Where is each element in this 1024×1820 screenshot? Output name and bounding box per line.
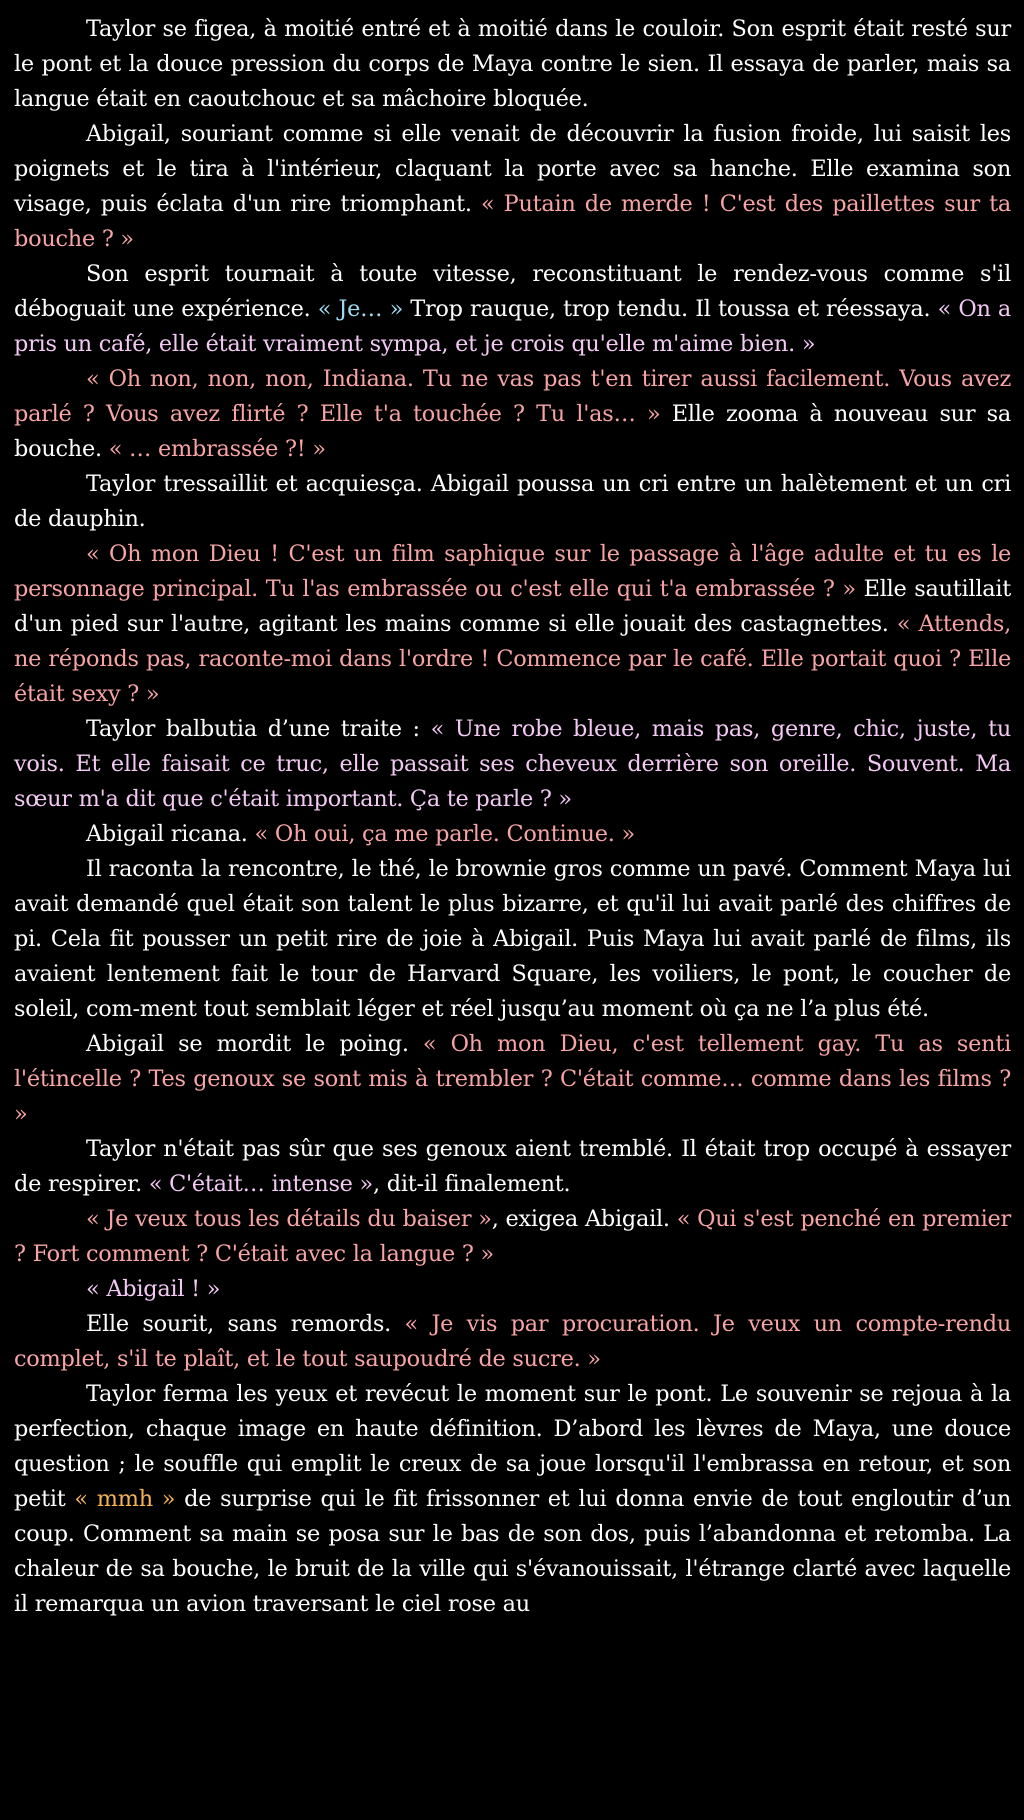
abigail-dialogue: « … embrassée ?! » [108, 436, 326, 462]
story-paragraph [14, 712, 1011, 817]
abigail-dialogue: « Je veux tous les détails du baiser » [86, 1206, 492, 1232]
taylor-dialogue: « Abigail ! » [86, 1276, 221, 1302]
taylor-hesitation: « Je… » [317, 296, 404, 322]
story-paragraph [14, 1307, 1011, 1377]
narration-text: Taylor se figea, à moitié entré et à moitié dans le couloir. Son esprit était resté sur le pont et la douce pression du corps de Maya contre le sien. Il essaya de parler, mais sa langue était en caoutchouc et sa mâchoire bloquée. [14, 16, 1011, 112]
narration-text: Elle zooma à nouveau sur sa bouche. [14, 401, 1011, 462]
story-paragraph [14, 1272, 1011, 1307]
story-paragraph [14, 117, 1011, 257]
narration-text: Abigail, souriant comme si elle venait de découvrir la fusion froide, lui saisit les poignets et le tira à l'intérieur, claquant la porte avec sa hanche. Elle examina son visage, puis éclata d'un rire triomphant. [14, 121, 1011, 217]
narration-text: Son esprit tournait à toute vitesse, reconstituant le rendez-vous comme s'il déboguait une expérience. [14, 261, 1011, 322]
narration-text: Abigail ricana. [86, 821, 255, 847]
abigail-dialogue: « Oh oui, ça me parle. Continue. » [254, 821, 635, 847]
sound-effect: « mmh » [74, 1486, 176, 1512]
narration-text: Taylor tressaillit et acquiesça. Abigail poussa un cri entre un halètement et un cri de dauphin. [14, 471, 1011, 532]
abigail-dialogue: « Je vis par procuration. Je veux un compte-rendu complet, s'il te plaît, et le tout saupoudré de sucre. » [14, 1311, 1011, 1372]
abigail-dialogue: « Attends, ne réponds pas, raconte-moi dans l'ordre ! Commence par le café. Elle portait quoi ? Elle était sexy ? » [14, 611, 1011, 707]
narration-text: , dit-il finalement. [373, 1171, 571, 1197]
narration-text: Taylor ferma les yeux et revécut le moment sur le pont. Le souvenir se rejoua à la perfection, chaque image en haute définition. D’abord les lèvres de Maya, une douce question ; le souffle qui emplit le creux de sa joue lorsqu'il l'embrassa en retour, et son petit [14, 1381, 1011, 1512]
story-paragraph [14, 12, 1011, 117]
abigail-dialogue: « Qui s'est penché en premier ? Fort comment ? C'était avec la langue ? » [14, 1206, 1011, 1267]
abigail-dialogue: « Oh mon Dieu ! C'est un film saphique sur le passage à l'âge adulte et tu es le personnage principal. Tu l'as embrassée ou c'est elle qui t'a embrassée ? » [14, 541, 1011, 602]
taylor-dialogue: « On a pris un café, elle était vraiment sympa, et je crois qu'elle m'aime bien. » [14, 296, 1012, 357]
abigail-dialogue: « Putain de merde ! C'est des paillettes sur ta bouche ? » [14, 191, 1011, 252]
narration-text: Elle sautillait d'un pied sur l'autre, agitant les mains comme si elle jouait des castagnettes. [14, 576, 1011, 637]
story-paragraph [14, 1132, 1011, 1202]
story-paragraph [14, 257, 1011, 362]
taylor-dialogue: « C'était… intense » [148, 1171, 374, 1197]
narration-text: Il raconta la rencontre, le thé, le brownie gros comme un pavé. Comment Maya lui avait demandé quel était son talent le plus bizarre, et qu'il lui avait parlé des chiffres de pi. Cela fit pousser un petit rire de joie à Abigail. Puis Maya lui avait parlé de films, ils avaient lentement fait le tour de Harvard Square, les voiliers, le pont, le coucher de soleil, com-ment tout semblait léger et réel jusqu’au moment où ça ne l’a plus été. [14, 856, 1011, 1022]
story-paragraph [14, 817, 1011, 852]
narration-text: , exigea Abigail. [491, 1206, 677, 1232]
abigail-dialogue: « Oh non, non, non, Indiana. Tu ne vas pas t'en tirer aussi facilement. Vous avez parlé ? Vous avez flirté ? Elle t'a touchée ? Tu l'as… » [14, 366, 1011, 427]
story-paragraph [14, 467, 1011, 537]
abigail-dialogue: « Oh mon Dieu, c'est tellement gay. Tu as senti l'étincelle ? Tes genoux se sont mis à trembler ? C'était comme… comme dans les films ? » [14, 1031, 1011, 1127]
narration-text: Taylor n'était pas sûr que ses genoux aient tremblé. Il était trop occupé à essayer de respirer. [14, 1136, 1011, 1197]
story-paragraph [14, 537, 1011, 712]
narration-text: Trop rauque, trop tendu. Il toussa et réessaya. [403, 296, 938, 322]
narration-text: Abigail se mordit le poing. [86, 1031, 423, 1057]
story-paragraph [14, 1202, 1011, 1272]
narration-text: Elle sourit, sans remords. [86, 1311, 405, 1337]
story-paragraph [14, 362, 1011, 467]
story-paragraph [14, 1377, 1011, 1622]
narration-text: Taylor balbutia d’une traite : [86, 716, 431, 742]
narration-text: de surprise qui le fit frissonner et lui donna envie de tout engloutir d’un coup. Comment sa main se posa sur le bas de son dos, puis l’abandonna et retomba. La chaleur de sa bouche, le bruit de la ville qui s'évanouissait, l'étrange clarté avec laquelle il remarqua un avion traversant le ciel rose au [14, 1486, 1011, 1617]
story-paragraph [14, 1027, 1011, 1132]
taylor-dialogue: « Une robe bleue, mais pas, genre, chic, juste, tu vois. Et elle faisait ce truc, elle passait ses cheveux derrière son oreille. Souvent. Ma sœur m'a dit que c'était important. Ça te parle ? » [14, 716, 1011, 812]
story-paragraph [14, 852, 1011, 1027]
